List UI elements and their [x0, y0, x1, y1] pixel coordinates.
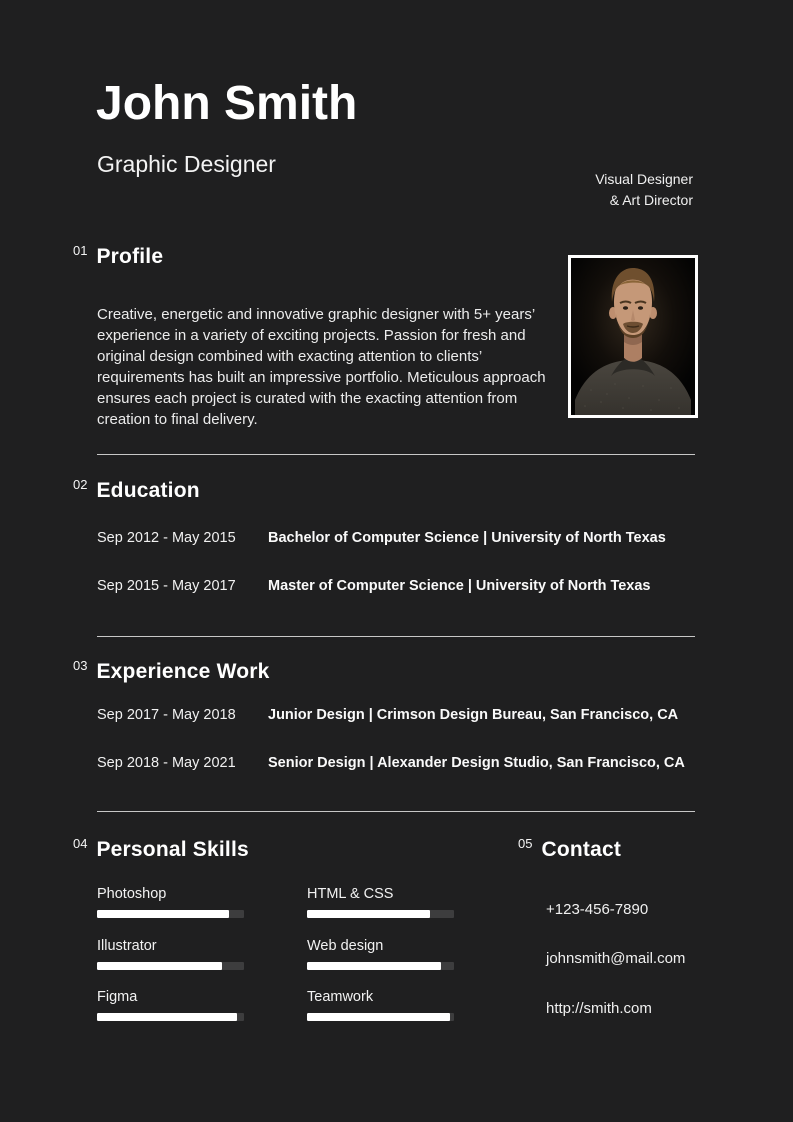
- section-number: 01: [73, 243, 88, 258]
- skill-bar-fill: [97, 1013, 237, 1021]
- experience-description: Junior Design | Crimson Design Bureau, San Francisco, CA: [268, 707, 679, 723]
- section-title-profile: Profile: [96, 245, 164, 268]
- experience-description: Senior Design | Alexander Design Studio, San Francisco, CA: [268, 755, 685, 771]
- skill-bar-fill: [97, 962, 222, 970]
- skill-label: Photoshop: [97, 886, 167, 902]
- skill-html-css: [307, 886, 454, 918]
- skill-bar-track: [97, 1013, 244, 1021]
- experience-dates: Sep 2018 - May 2021: [97, 755, 236, 771]
- skill-bar-fill: [307, 910, 430, 918]
- person-role: Graphic Designer: [97, 151, 276, 177]
- section-header-education: [73, 479, 200, 503]
- skill-label: HTML & CSS: [307, 886, 394, 902]
- skill-web-design: [307, 938, 454, 970]
- skill-bar-track: [97, 962, 244, 970]
- skill-photoshop: [97, 886, 244, 918]
- education-row: [97, 578, 651, 594]
- divider: [97, 811, 695, 812]
- section-header-profile: [73, 245, 163, 269]
- skill-illustrator: [97, 938, 244, 970]
- tagline-line-1: Visual Designer: [595, 171, 693, 187]
- experience-row: [97, 755, 685, 771]
- experience-dates: Sep 2017 - May 2018: [97, 707, 236, 723]
- section-title-contact: Contact: [541, 838, 622, 861]
- skill-label: Teamwork: [307, 989, 374, 1005]
- tagline: [595, 169, 693, 211]
- section-number: 04: [73, 836, 88, 851]
- profile-paragraph: Creative, energetic and innovative graphic designer with 5+ years’ experience in a variety of exciting projects. Passion for fresh and original design combined with exacting attention to clients’ requirements has built an impressive portfolio. Meticulous approach ensures each project is curated with the exacting attention from creation to final delivery.: [97, 306, 546, 428]
- skill-label: Web design: [307, 938, 384, 954]
- person-name: John Smith: [96, 77, 358, 130]
- skill-bar-fill: [307, 1013, 450, 1021]
- skill-bar-fill: [97, 910, 229, 918]
- skill-label: Illustrator: [97, 938, 157, 954]
- skill-label: Figma: [97, 989, 138, 1005]
- education-dates: Sep 2015 - May 2017: [97, 578, 236, 594]
- skill-bar-track: [97, 910, 244, 918]
- section-header-skills: [73, 838, 249, 862]
- skill-bar-fill: [307, 962, 441, 970]
- profile-photo: [568, 255, 698, 418]
- portrait-illustration: [571, 258, 695, 415]
- section-title-skills: Personal Skills: [96, 838, 249, 861]
- section-number: 02: [73, 477, 88, 492]
- section-number: 03: [73, 658, 88, 673]
- contact-phone: +123-456-7890: [546, 901, 649, 918]
- skill-bar-track: [307, 910, 454, 918]
- skill-teamwork: [307, 989, 454, 1021]
- education-dates: Sep 2012 - May 2015: [97, 530, 236, 546]
- section-title-experience: Experience Work: [96, 660, 270, 683]
- experience-row: [97, 707, 678, 723]
- education-description: Master of Computer Science | University of North Texas: [268, 578, 651, 594]
- contact-email: johnsmith@mail.com: [546, 950, 686, 967]
- divider: [97, 454, 695, 455]
- divider: [97, 636, 695, 637]
- skill-bar-track: [307, 1013, 454, 1021]
- section-title-education: Education: [96, 479, 200, 502]
- skill-bar-track: [307, 962, 454, 970]
- section-header-experience: [73, 660, 270, 684]
- education-description: Bachelor of Computer Science | University of North Texas: [268, 530, 666, 546]
- section-header-contact: [518, 838, 621, 862]
- section-number: 05: [518, 836, 533, 851]
- education-row: [97, 530, 666, 546]
- tagline-line-2: & Art Director: [609, 192, 693, 208]
- skill-figma: [97, 989, 244, 1021]
- contact-website: http://smith.com: [546, 1000, 652, 1017]
